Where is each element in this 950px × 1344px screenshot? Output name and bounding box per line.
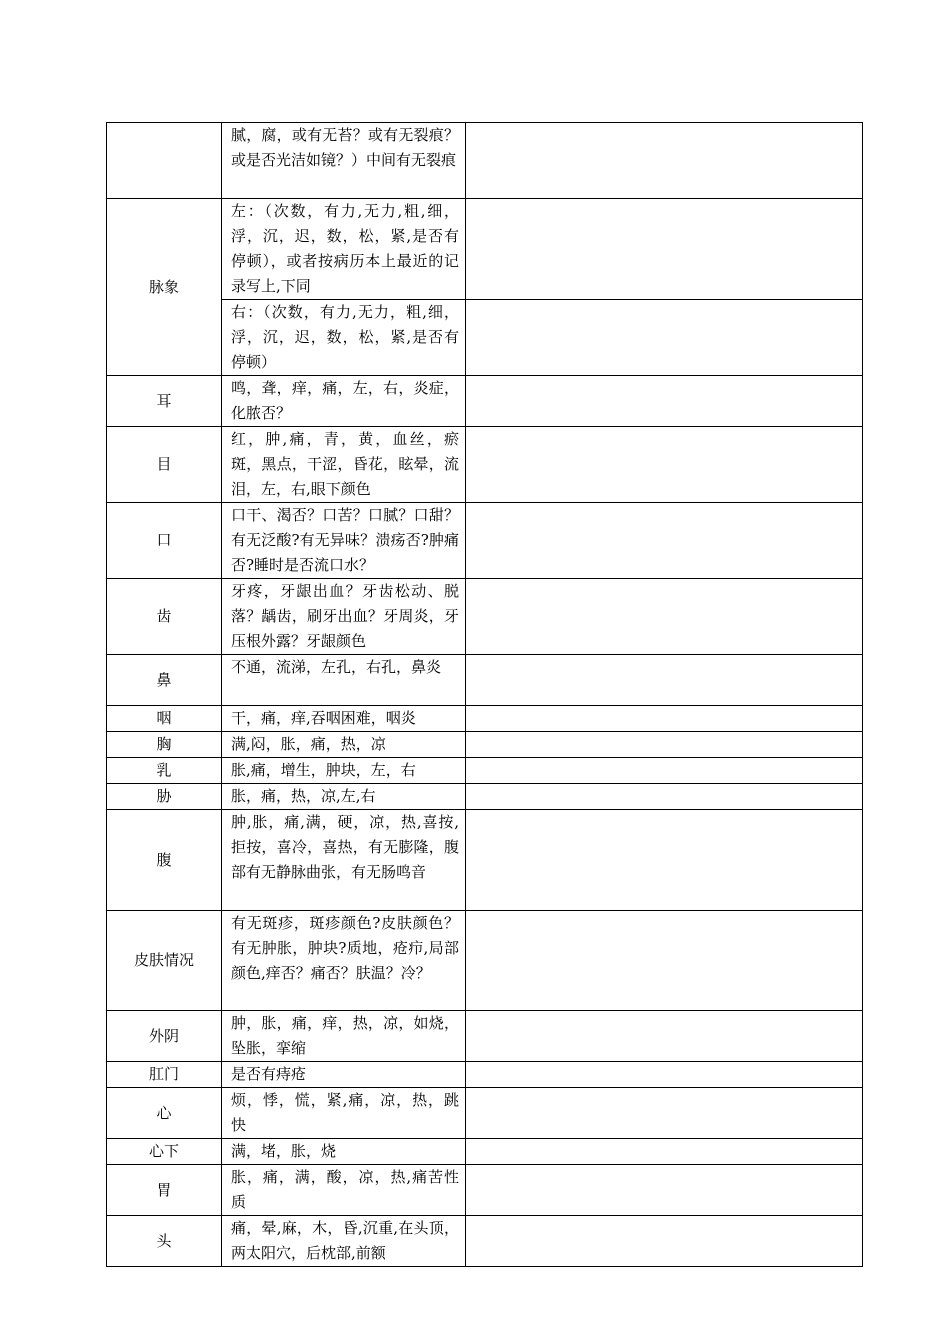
row-label-head: 头 xyxy=(107,1216,222,1267)
row-label-teeth: 齿 xyxy=(107,579,222,655)
answer-cell-eye[interactable] xyxy=(466,427,863,503)
row-desc-heart: 烦，悸，慌，紧,痛，凉，热，跳快 xyxy=(222,1088,466,1139)
answer-cell-teeth[interactable] xyxy=(466,579,863,655)
answer-cell-nose[interactable] xyxy=(466,655,863,706)
answer-cell-flank[interactable] xyxy=(466,784,863,810)
table-row xyxy=(107,784,863,810)
answer-cell-abdomen[interactable] xyxy=(466,810,863,911)
row-label-anus: 肛门 xyxy=(107,1062,222,1088)
row-desc-eye: 红，肿,痛，青，黄，血丝，瘀斑，黑点，干涩，昏花，眩晕，流泪，左，右,眼下颜色 xyxy=(222,427,466,503)
row-label-throat: 咽 xyxy=(107,706,222,732)
row-label-skin: 皮肤情况 xyxy=(107,911,222,1011)
answer-cell-heart[interactable] xyxy=(466,1088,863,1139)
row-label-eye: 目 xyxy=(107,427,222,503)
answer-cell-head[interactable] xyxy=(466,1216,863,1267)
row-desc-nose: 不通，流涕，左孔，右孔，鼻炎 xyxy=(222,655,466,706)
table-row xyxy=(107,579,863,655)
answer-cell-stomach[interactable] xyxy=(466,1165,863,1216)
row-label-flank: 胁 xyxy=(107,784,222,810)
row-label-genitals: 外阴 xyxy=(107,1011,222,1062)
row-label-stomach: 胃 xyxy=(107,1165,222,1216)
row-desc-pulse-right: 右：（次数，有力,无力，粗,细，浮，沉，迟，数，松，紧,是否有停顿） xyxy=(222,300,466,376)
inquiry-form-table xyxy=(106,122,863,1267)
table-row xyxy=(107,199,863,300)
row-desc-flank: 胀，痛，热，凉,左,右 xyxy=(222,784,466,810)
table-row xyxy=(107,1165,863,1216)
row-label-nose: 鼻 xyxy=(107,655,222,706)
row-desc-teeth: 牙疼，牙龈出血？牙齿松动、脱落？龋齿，刷牙出血？牙周炎，牙压根外露？牙龈颜色 xyxy=(222,579,466,655)
table-row xyxy=(107,911,863,1011)
table-row xyxy=(107,427,863,503)
table-row xyxy=(107,503,863,579)
row-desc-head: 痛，晕,麻，木，昏,沉重,在头顶，两太阳穴，后枕部,前额 xyxy=(222,1216,466,1267)
row-desc-ear: 鸣，聋，痒，痛，左，右，炎症，化脓否？ xyxy=(222,376,466,427)
row-desc-genitals: 肿，胀，痛，痒，热，凉，如烧，坠胀，挛缩 xyxy=(222,1011,466,1062)
row-desc-skin: 有无斑疹，斑疹颜色?皮肤颜色？有无肿胀，肿块?质地，疮疖,局部颜色,痒否？痛否？肤温？冷？ xyxy=(222,911,466,1011)
table-row xyxy=(107,1062,863,1088)
answer-cell-skin[interactable] xyxy=(466,911,863,1011)
answer-cell-anus[interactable] xyxy=(466,1062,863,1088)
row-desc-epigastrium: 满，堵，胀，烧 xyxy=(222,1139,466,1165)
row-desc-pulse-left: 左：（次数，有力,无力,粗,细，浮，沉，迟，数，松，紧,是否有停顿），或者按病历本上最近的记录写上,下同 xyxy=(222,199,466,300)
answer-cell-ear[interactable] xyxy=(466,376,863,427)
row-desc-tongue-cont: 腻，腐，或有无苔？或有无裂痕？或是否光洁如镜？）中间有无裂痕 xyxy=(222,123,466,199)
answer-cell-tongue-cont[interactable] xyxy=(466,123,863,199)
answer-cell-chest[interactable] xyxy=(466,732,863,758)
table-row xyxy=(107,1088,863,1139)
row-label-heart: 心 xyxy=(107,1088,222,1139)
table-row xyxy=(107,706,863,732)
answer-cell-throat[interactable] xyxy=(466,706,863,732)
table-row xyxy=(107,732,863,758)
row-label-tongue-cont xyxy=(107,123,222,199)
table-row xyxy=(107,1139,863,1165)
table-row xyxy=(107,655,863,706)
row-desc-anus: 是否有痔疮 xyxy=(222,1062,466,1088)
row-label-breast: 乳 xyxy=(107,758,222,784)
table-row xyxy=(107,810,863,911)
row-label-chest: 胸 xyxy=(107,732,222,758)
row-desc-chest: 满,闷，胀，痛，热，凉 xyxy=(222,732,466,758)
table-row xyxy=(107,123,863,199)
table-row xyxy=(107,1011,863,1062)
row-desc-breast: 胀,痛，增生，肿块，左，右 xyxy=(222,758,466,784)
answer-cell-pulse-left[interactable] xyxy=(466,199,863,300)
row-desc-stomach: 胀，痛，满，酸，凉，热,痛苦性质 xyxy=(222,1165,466,1216)
row-label-abdomen: 腹 xyxy=(107,810,222,911)
row-desc-throat: 干，痛，痒,吞咽困难，咽炎 xyxy=(222,706,466,732)
row-label-ear: 耳 xyxy=(107,376,222,427)
answer-cell-epigastrium[interactable] xyxy=(466,1139,863,1165)
table-row xyxy=(107,376,863,427)
row-desc-mouth: 口干、渴否？口苦？口腻？口甜？有无泛酸?有无异味？溃疡否?肿痛否?睡时是否流口水？ xyxy=(222,503,466,579)
table-row xyxy=(107,1216,863,1267)
answer-cell-genitals[interactable] xyxy=(466,1011,863,1062)
row-label-mouth: 口 xyxy=(107,503,222,579)
answer-cell-pulse-right[interactable] xyxy=(466,300,863,376)
answer-cell-breast[interactable] xyxy=(466,758,863,784)
row-desc-abdomen: 肿,胀，痛,满，硬，凉，热,喜按,拒按，喜冷，喜热，有无膨隆，腹部有无静脉曲张，有无肠鸣音 xyxy=(222,810,466,911)
answer-cell-mouth[interactable] xyxy=(466,503,863,579)
table-row xyxy=(107,758,863,784)
row-label-epigastrium: 心下 xyxy=(107,1139,222,1165)
row-label-pulse: 脉象 xyxy=(107,199,222,376)
